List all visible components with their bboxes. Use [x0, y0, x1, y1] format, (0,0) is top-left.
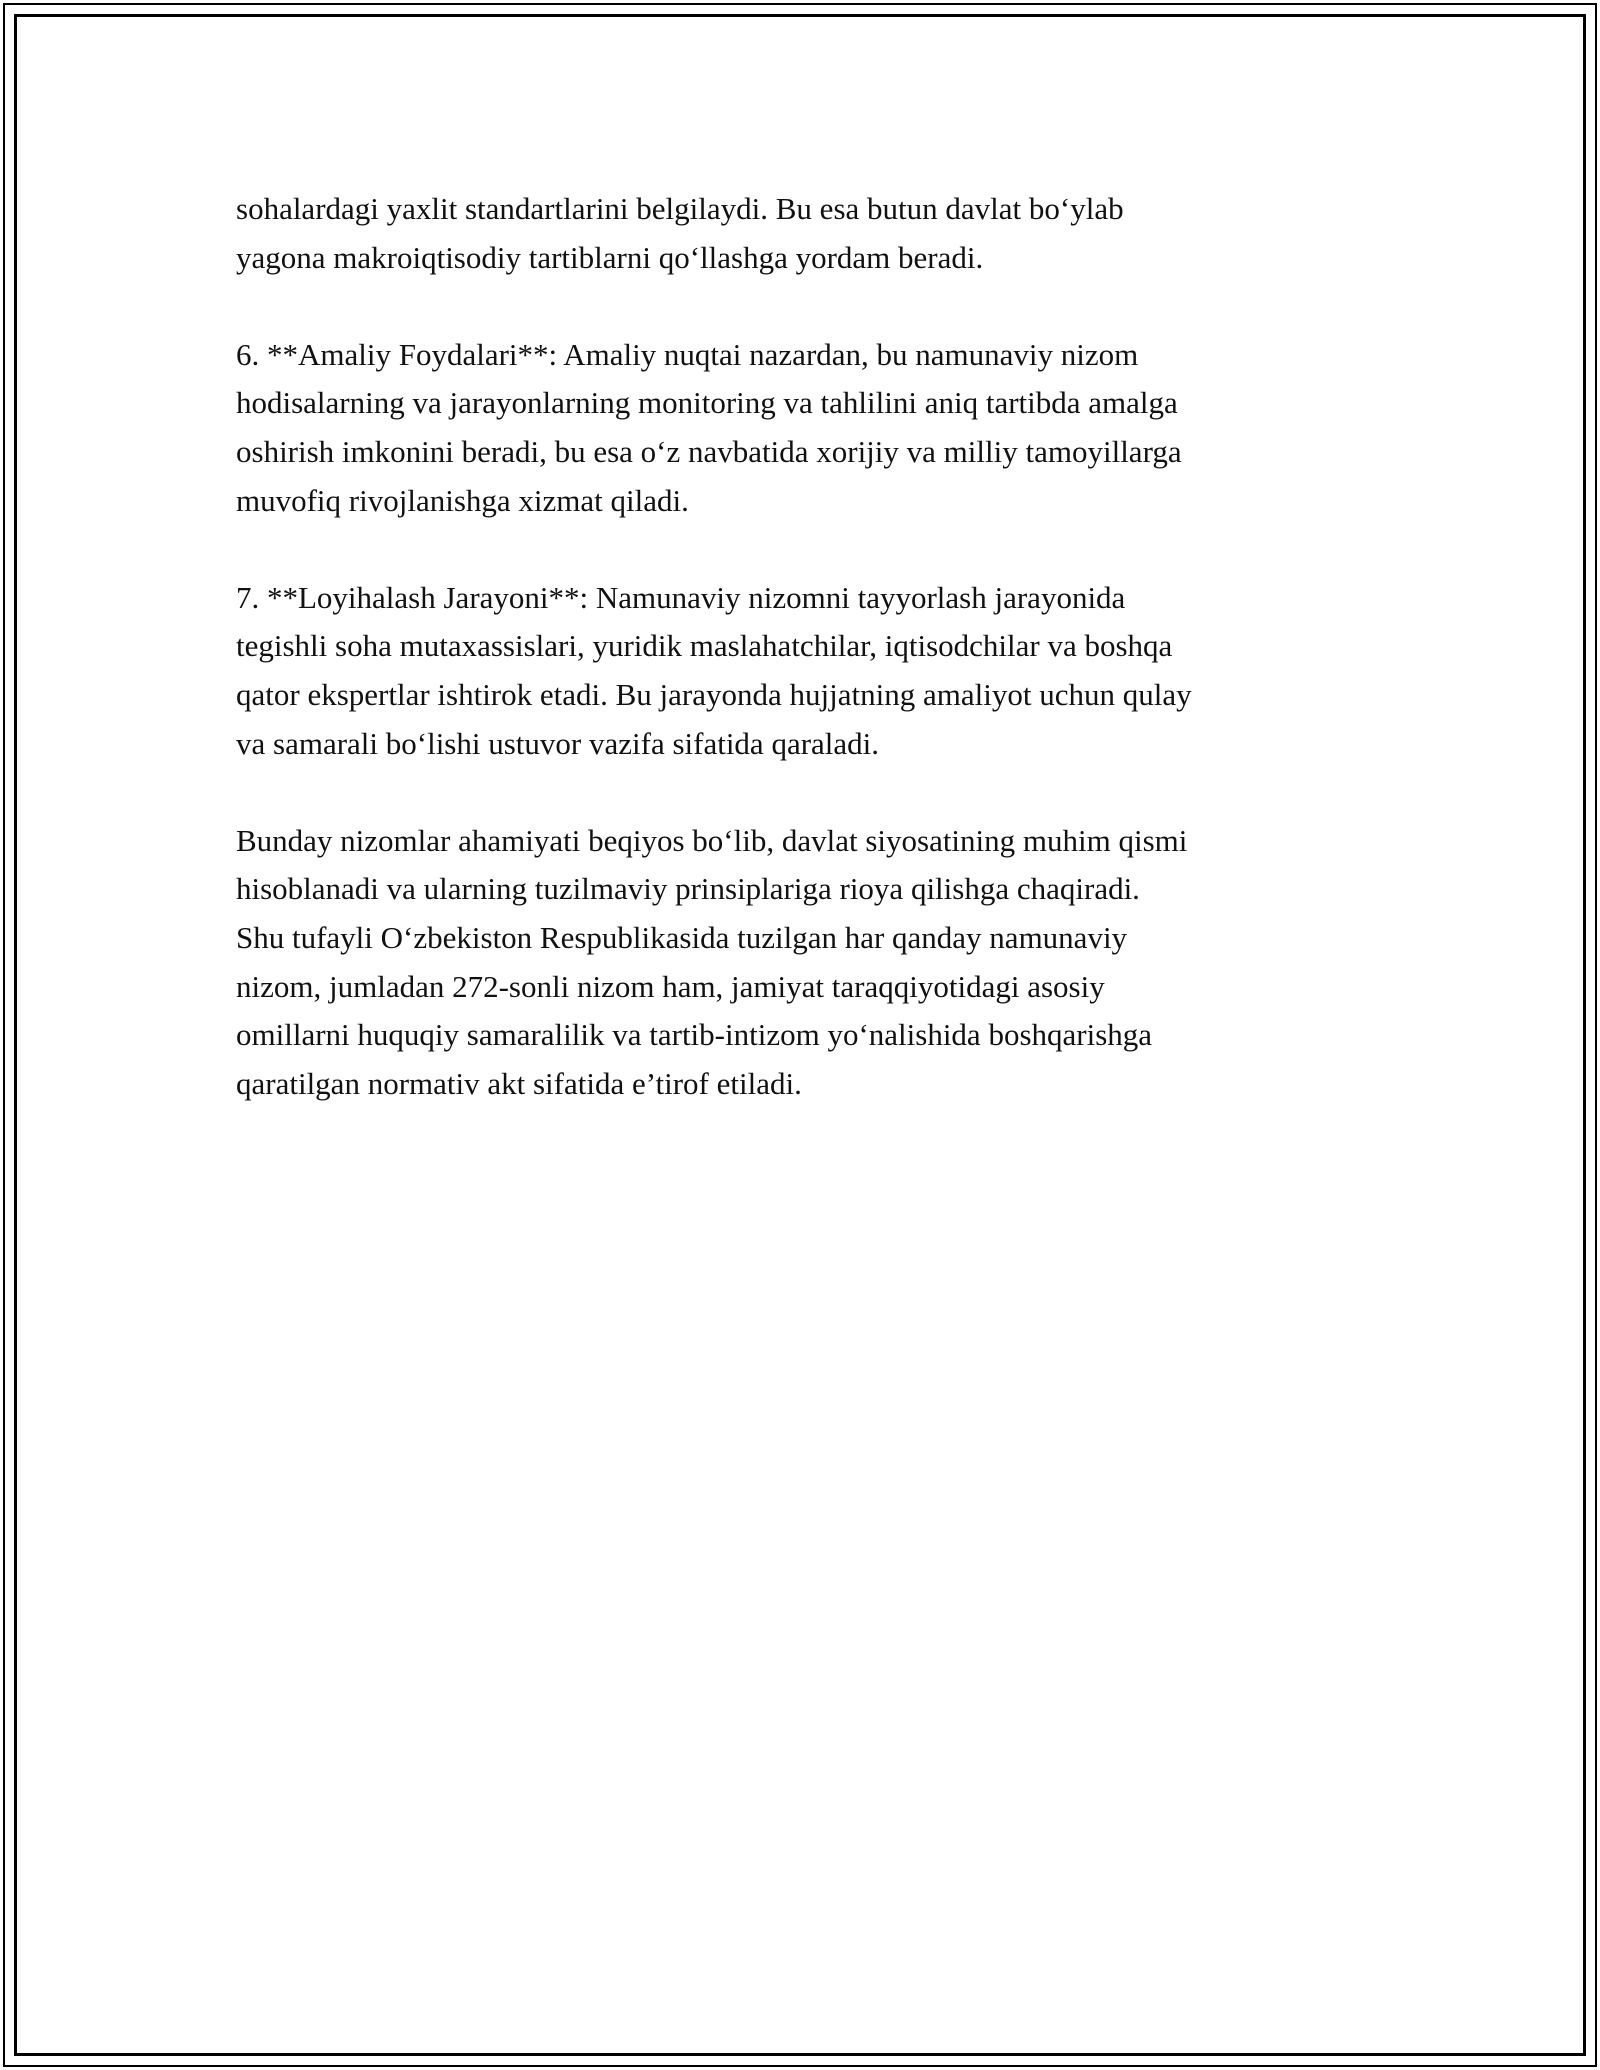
text-line: 7. **Loyihalash Jarayoni**: Namunaviy nizomni tayyorlash jarayonida	[236, 579, 1126, 615]
text-line: Shu tufayli O‘zbekiston Respublikasida tuzilgan har qanday namunaviy	[236, 919, 1128, 955]
text-line: sohalardagi yaxlit standartlarini belgilaydi. Bu esa butun davlat bo‘ylab	[236, 191, 1124, 226]
text-line: nizom, jumladan 272-sonli nizom ham, jamiyat taraqqiyotidagi asosiy	[236, 968, 1105, 1004]
text-line: Bunday nizomlar ahamiyati beqiyos bo‘lib, davlat siyosatining muhim qismi	[236, 822, 1188, 858]
text-line: hodisalarning va jarayonlarning monitoring va tahlilini aniq tartibda amalga	[236, 385, 1178, 421]
paragraph-standards-continuation	[236, 185, 1386, 282]
text-line: oshirish imkonini beradi, bu esa o‘z navbatida xorijiy va milliy tamoyillarga	[236, 433, 1182, 469]
text-line: yagona makroiqtisodiy tartiblarni qo‘llashga yordam beradi.	[236, 239, 984, 275]
text-line: muvofiq rivojlanishga xizmat qiladi.	[236, 482, 689, 518]
text-line: qator ekspertlar ishtirok etadi. Bu jarayonda hujjatning amaliyot uchun qulay	[236, 676, 1192, 712]
text-line: qaratilgan normativ akt sifatida e’tirof etiladi.	[236, 1065, 802, 1101]
text-line: omillarni huquqiy samaralilik va tartib-intizom yo‘nalishida boshqarishga	[236, 1017, 1153, 1053]
text-line: tegishli soha mutaxassislari, yuridik maslahatchilar, iqtisodchilar va boshqa	[236, 628, 1173, 664]
document-body	[236, 185, 1386, 1108]
text-line: 6. **Amaliy Foydalari**: Amaliy nuqtai nazardan, bu namunaviy nizom	[236, 336, 1139, 372]
text-line: hisoblanadi va ularning tuzilmaviy prinsiplariga rioya qilishga chaqiradi.	[236, 871, 1140, 907]
paragraph-conclusion	[236, 817, 1386, 1109]
text-line: va samarali bo‘lishi ustuvor vazifa sifatida qaraladi.	[236, 725, 880, 761]
paragraph-drafting-process	[236, 574, 1386, 768]
paragraph-practical-benefits	[236, 331, 1386, 525]
